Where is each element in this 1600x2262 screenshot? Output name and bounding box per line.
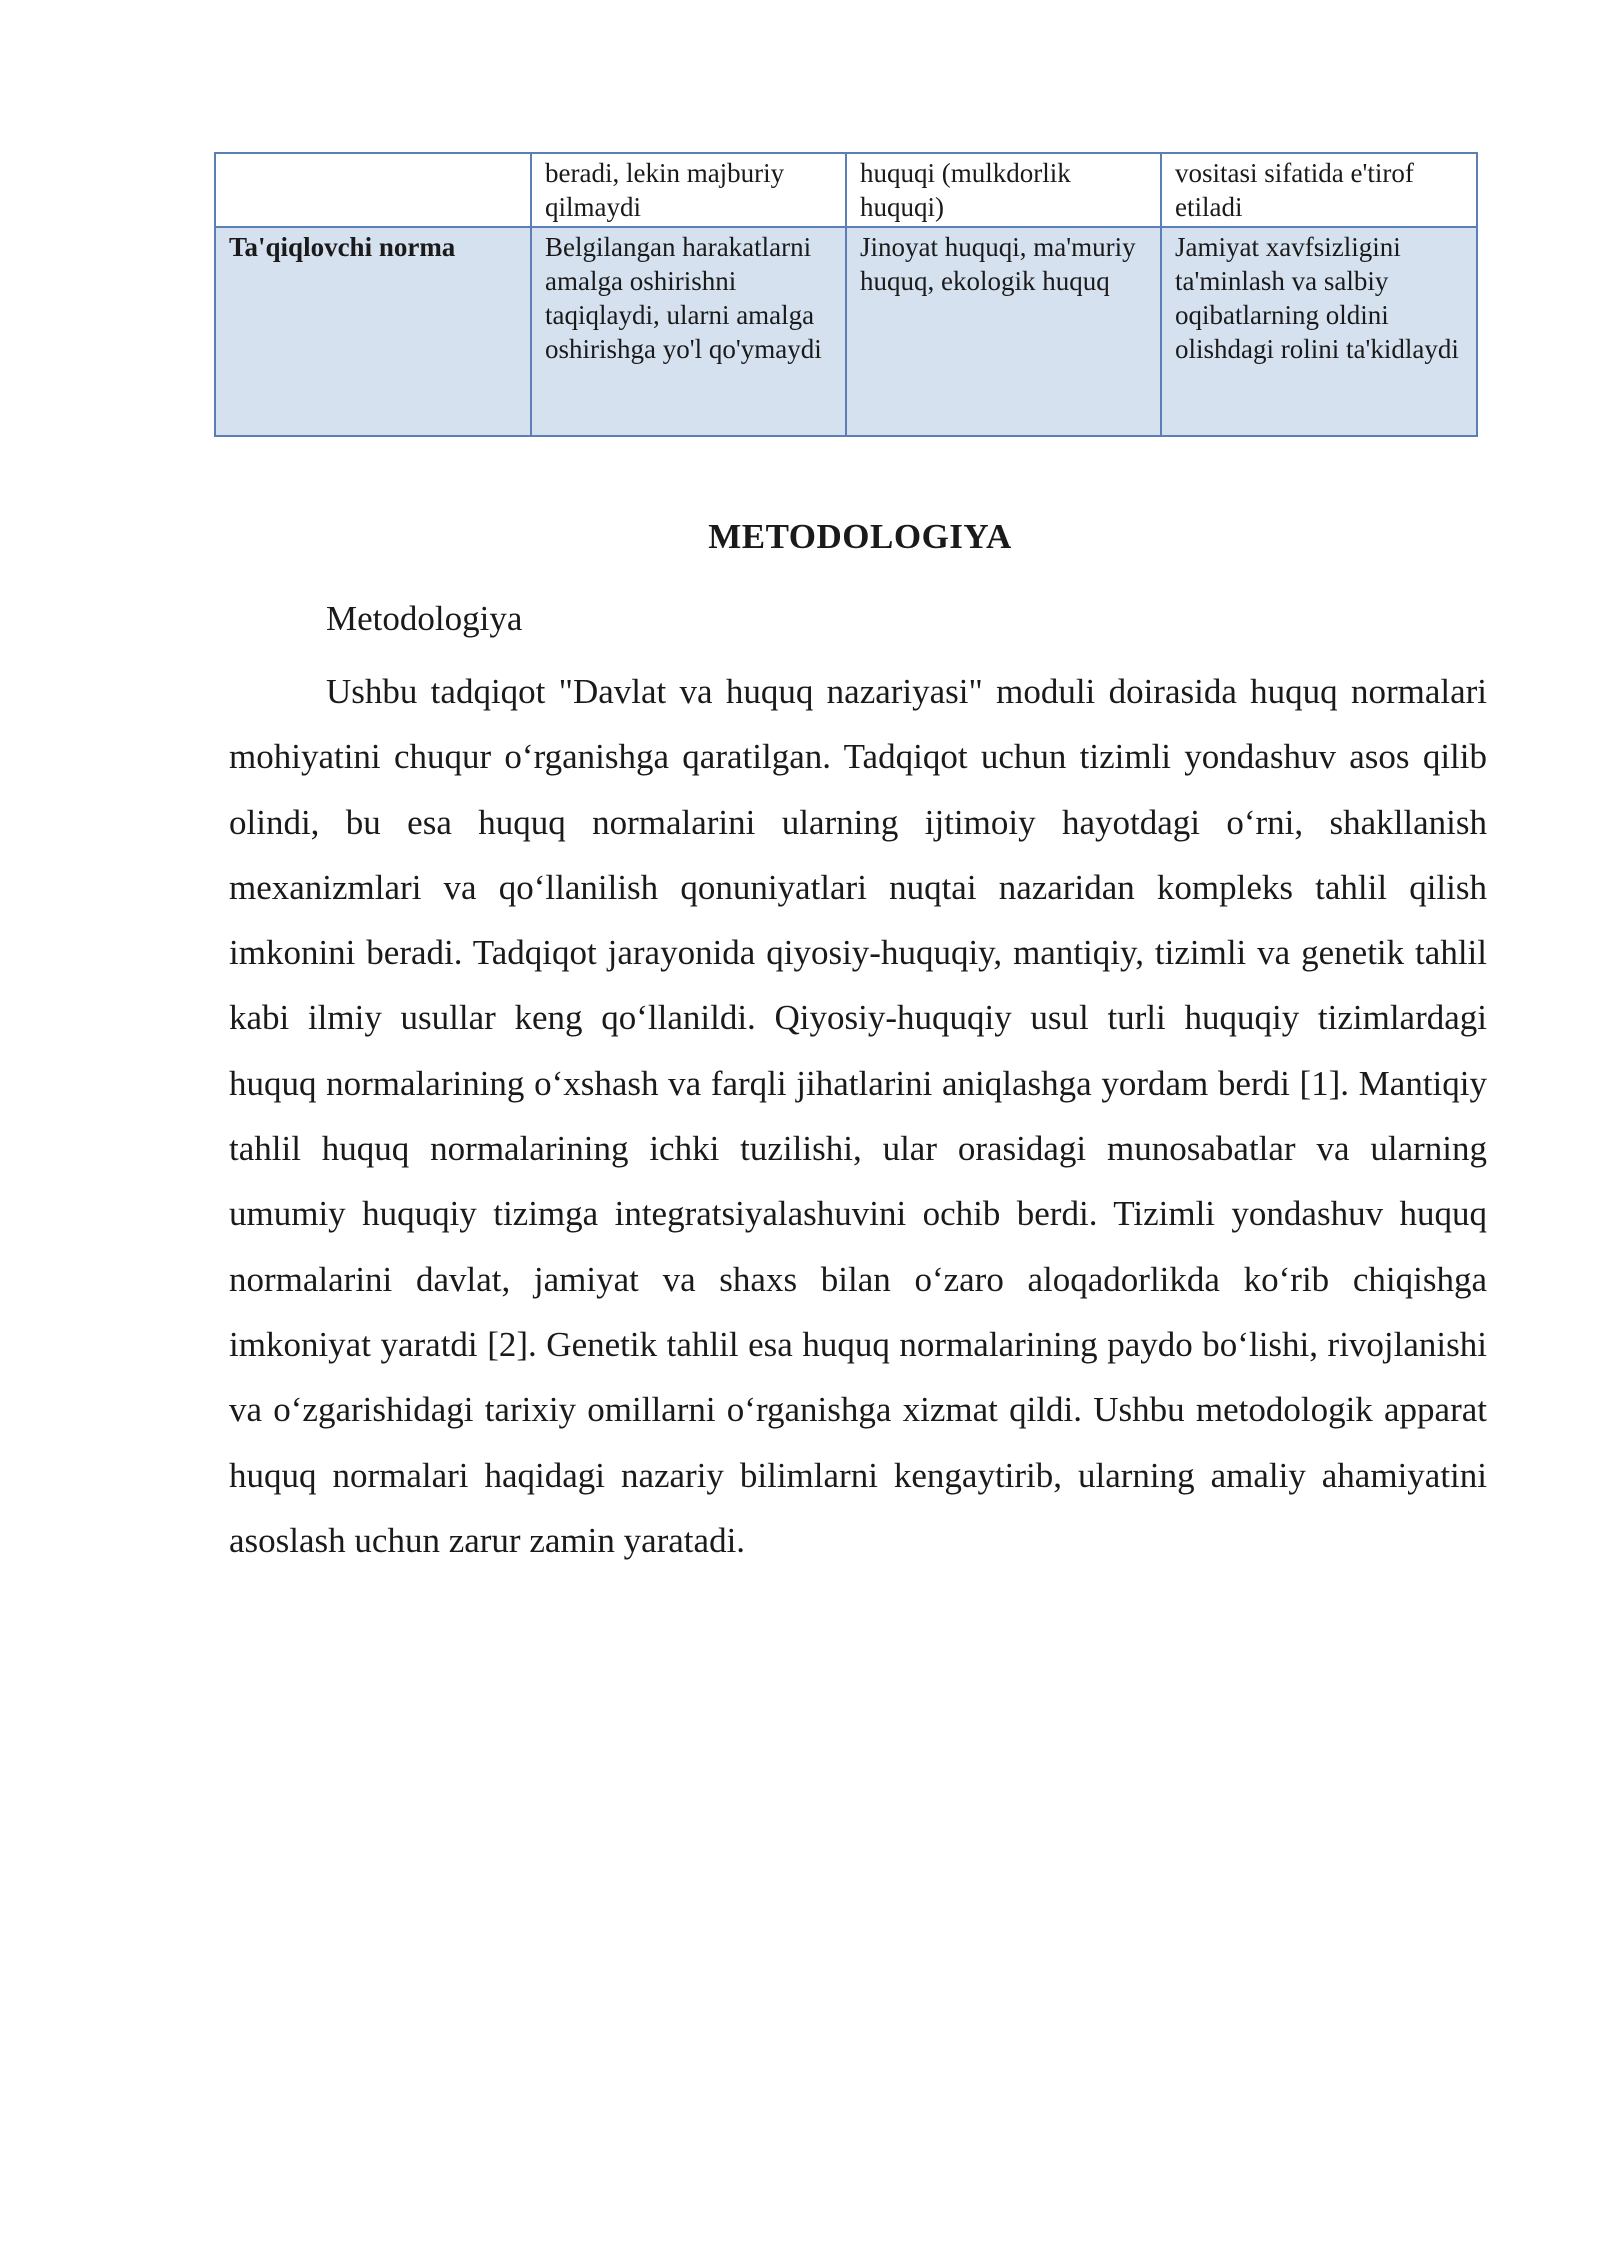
norm-name-cell: Ta'qiqlovchi norma (215, 227, 531, 436)
legal-norms-table (214, 152, 1478, 437)
norm-description-cell: beradi, lekin majburiy qilmaydi (531, 153, 846, 227)
norm-role-cell: Jamiyat xavfsizligini ta'minlash va salbiy oqibatlarning oldini olishdagi rolini ta'kidlaydi (1161, 227, 1477, 436)
table-row (215, 227, 1477, 436)
norm-description-cell: Belgilangan harakatlarni amalga oshirishni taqiqlaydi, ularni amalga oshirishga yo'l qo'ymaydi (531, 227, 846, 436)
norm-role-cell: vositasi sifatida e'tirof etiladi (1161, 153, 1477, 227)
section-heading: METODOLOGIYA (708, 517, 1012, 556)
norm-name-cell (215, 153, 531, 227)
section-subheading: Metodologiya (326, 599, 523, 638)
methodology-paragraph: Ushbu tadqiqot "Davlat va huquq nazariyasi" moduli doirasida huquq normalari mohiyatini chuqur o‘rganishga qaratilgan. Tadqiqot uchun tizimli yondashuv asos qilib olindi, bu esa huquq normalarini ularning ijtimoiy hayotdagi o‘rni, shakllanish mexanizmlari va qo‘llanilish qonuniyatlari nuqtai nazaridan kompleks tahlil qilish imkonini beradi. Tadqiqot jarayonida qiyosiy-huquqiy, mantiqiy, tizimli va genetik tahlil kabi ilmiy usullar keng qo‘llanildi. Qiyosiy-huquqiy usul turli huquqiy tizimlardagi huquq normalarining o‘xshash va farqli jihatlarini aniqlashga yordam berdi [1]. Mantiqiy tahlil huquq normalarining ichki tuzilishi, ular orasidagi munosabatlar va ularning umumiy huquqiy tizimga integratsiyalashuvini ochib berdi. Tizimli yondashuv huquq normalarini davlat, jamiyat va shaxs bilan o‘zaro aloqadorlikda ko‘rib chiqishga imkoniyat yaratdi [2]. Genetik tahlil esa huquq normalarining paydo bo‘lishi, rivojlanishi va o‘zgarishidagi tarixiy omillarni o‘rganishga xizmat qildi. Ushbu metodologik apparat huquq normalari haqidagi nazariy bilimlarni kengaytirib, ularning amaliy ahamiyatini asoslash uchun zarur zamin yaratadi. (229, 672, 1487, 1560)
table-row (215, 153, 1477, 227)
norm-branches-cell: huquqi (mulkdorlik huquqi) (846, 153, 1161, 227)
norm-branches-cell: Jinoyat huquqi, ma'muriy huquq, ekologik huquq (846, 227, 1161, 436)
